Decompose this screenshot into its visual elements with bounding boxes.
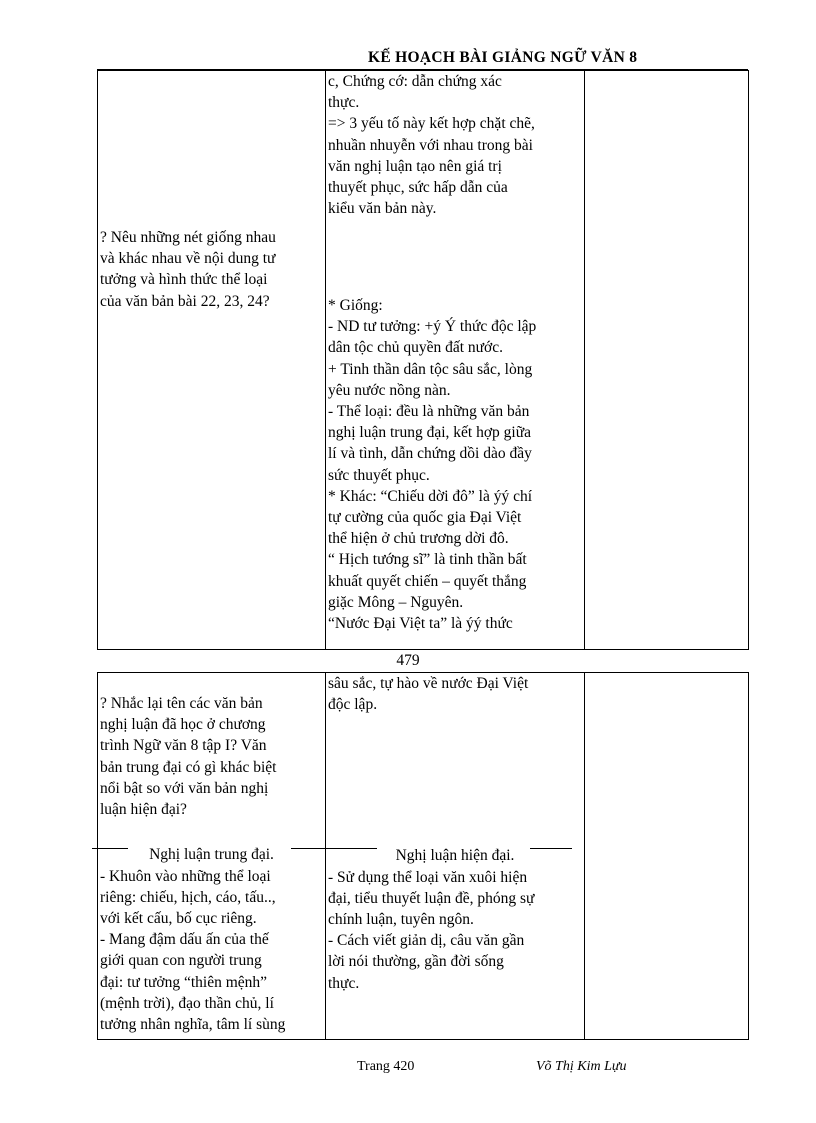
- heading-rule: [92, 848, 128, 849]
- content-line: đại, tiểu thuyết luận đề, phóng sự: [328, 889, 535, 907]
- content-line: sâu sắc, tự hào về nước Đại Việt: [328, 675, 529, 692]
- question-line: trình Ngữ văn 8 tập I? Văn: [100, 737, 267, 755]
- question-line: bản trung đại có gì khác biệt: [100, 758, 277, 776]
- content-line: dân tộc chủ quyền đất nước.: [328, 339, 503, 357]
- content-column: [326, 71, 585, 650]
- question-line: ? Nhắc lại tên các văn bản: [100, 695, 263, 712]
- heading-rule: [291, 848, 377, 849]
- notes-column: [585, 71, 749, 650]
- content-line: khuất quyết chiến – quyết thắng: [328, 572, 527, 590]
- content-line: - Thể loại: đều là những văn bản: [328, 403, 530, 420]
- section-heading-modern: Nghị luận hiện đại.: [395, 847, 515, 865]
- content-line: thực.: [328, 974, 360, 992]
- content-line: giới quan con người trung: [100, 952, 262, 970]
- content-line: nghị luận trung đại, kết hợp giữa: [328, 424, 531, 442]
- notes-column: [585, 673, 749, 1040]
- lesson-table-top: [97, 70, 749, 650]
- content-line: * Giống:: [328, 296, 383, 314]
- inner-page-number: 479: [396, 652, 420, 669]
- content-line: với kết cấu, bố cục riêng.: [100, 910, 257, 928]
- content-line: - Mang đậm dấu ấn của thế: [100, 931, 269, 949]
- content-line: + Tinh thần dân tộc sâu sắc, lòng: [328, 360, 533, 378]
- content-line: “ Hịch tướng sĩ” là tinh thần bất: [328, 551, 527, 569]
- content-line: thực.: [328, 94, 360, 112]
- content-line: tưởng nhân nghĩa, tâm lí sùng: [100, 1016, 286, 1034]
- heading-rule: [530, 848, 572, 849]
- page-header-title: KẾ HOẠCH BÀI GIẢNG NGỮ VĂN 8: [368, 49, 638, 66]
- question-line: và khác nhau về nội dung tư: [100, 250, 276, 268]
- activity-column: [98, 71, 326, 650]
- footer-author: Võ Thị Kim Lựu: [536, 1059, 627, 1074]
- content-line: giặc Mông – Nguyên.: [328, 593, 464, 611]
- content-line: riêng: chiếu, hịch, cáo, tấu..,: [100, 888, 276, 906]
- content-line: chính luận, tuyên ngôn.: [328, 910, 474, 928]
- content-line: * Khác: “Chiếu dời đô” là ýý chí: [328, 487, 533, 505]
- question-line: luận hiện đại?: [100, 801, 187, 819]
- content-line: c, Chứng cớ: dẫn chứng xác: [328, 73, 502, 90]
- content-line: thuyết phục, sức hấp dẫn của: [328, 179, 508, 197]
- content-line: yêu nước nồng nàn.: [328, 381, 451, 399]
- content-line: “Nước Đại Việt ta” là ýý thức: [328, 615, 513, 633]
- content-line: => 3 yếu tố này kết hợp chặt chẽ,: [328, 115, 535, 133]
- content-line: tự cường của quốc gia Đại Việt: [328, 509, 522, 527]
- activity-column: [98, 673, 326, 1040]
- content-line: đại: tư tưởng “thiên mệnh”: [100, 973, 268, 991]
- content-line: kiểu văn bản này.: [328, 200, 437, 218]
- content-line: độc lập.: [328, 696, 378, 714]
- content-line: - Cách viết giản dị, câu văn gần: [328, 932, 525, 950]
- content-line: lí và tình, dẫn chứng dồi dào đầy: [328, 445, 532, 463]
- content-line: văn nghị luận tạo nên giá trị: [328, 157, 502, 175]
- question-line: của văn bản bài 22, 23, 24?: [100, 292, 270, 310]
- content-line: sức thuyết phục.: [328, 466, 430, 484]
- content-line: - Khuôn vào những thể loại: [100, 867, 271, 885]
- question-line: nổi bật so với văn bản nghị: [100, 779, 269, 797]
- question-line: ? Nêu những nét giống nhau: [100, 228, 276, 246]
- content-line: lời nói thường, gần đời sống: [328, 953, 504, 971]
- content-line: nhuần nhuyễn với nhau trong bài: [328, 136, 533, 154]
- content-column: [326, 673, 585, 1040]
- question-line: nghị luận đã học ở chương: [100, 716, 266, 734]
- content-line: - Sử dụng thể loại văn xuôi hiện: [328, 868, 528, 886]
- footer-page-label: Trang 420: [357, 1059, 415, 1074]
- content-line: - ND tư tưởng: +ý Ý thức độc lập: [328, 318, 537, 336]
- content-line: (mệnh trời), đạo thần chủ, lí: [100, 994, 274, 1012]
- question-line: tưởng và hình thức thể loại: [100, 271, 268, 289]
- lesson-table-bottom: [97, 672, 749, 1040]
- section-heading-medieval: Nghị luận trung đại.: [149, 846, 274, 864]
- content-line: thể hiện ở chủ trương dời đô.: [328, 530, 509, 548]
